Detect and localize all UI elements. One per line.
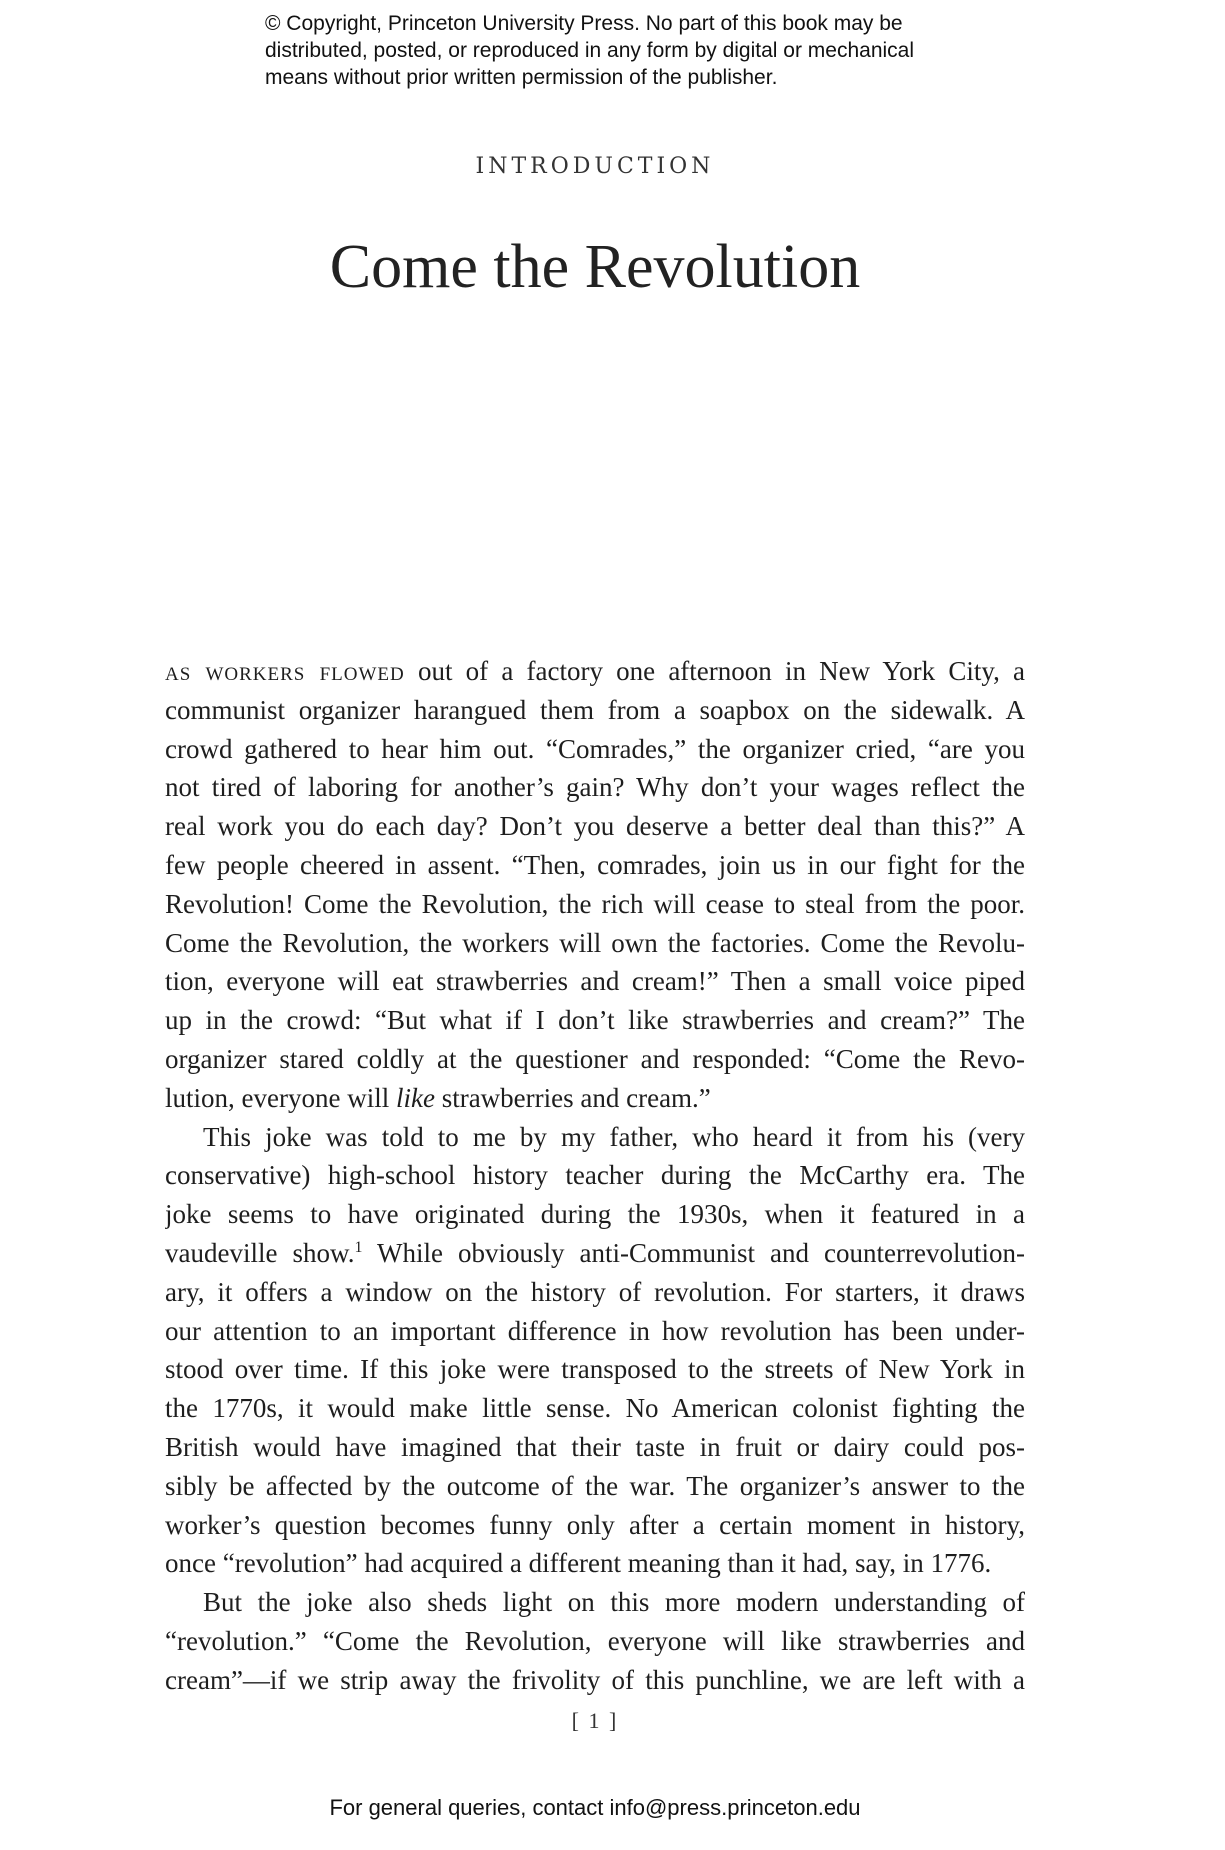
copyright-line: © Copyright, Princeton University Press. No part of this book may be: [265, 12, 903, 35]
text-line: once “revolution” had acquired a different meaning than it had, say, in 1776.: [165, 1548, 992, 1579]
body-text: [165, 652, 1025, 1700]
copyright-line: distributed, posted, or reproduced in any form by digital or mechanical: [265, 39, 915, 62]
text-line: as workers flowed out of a factory one afternoon in New York City, a: [165, 656, 1025, 686]
footnote-reference[interactable]: 1: [354, 1238, 363, 1256]
text-line: up in the crowd: “But what if I don’t like strawberries and cream?” The: [165, 1005, 1025, 1036]
text-line: sibly be affected by the outcome of the war. The organizer’s answer to the: [165, 1470, 1025, 1501]
text-line: worker’s question becomes funny only after a certain moment in history,: [165, 1509, 1025, 1540]
text-line: stood over time. If this joke were transposed to the streets of New York in: [165, 1354, 1025, 1385]
text-line: tion, everyone will eat strawberries and cream!” Then a small voice piped: [165, 966, 1025, 997]
text-line: vaudeville show.$^1$ While obviously anti-Communist and counterrevolution-: [165, 1237, 1025, 1268]
chapter-title: Come the Revolution: [329, 233, 861, 301]
copyright-notice: [265, 10, 985, 91]
text-line: not tired of laboring for another’s gain? Why don’t your wages reflect the: [165, 772, 1025, 803]
text-line: crowd gathered to hear him out. “Comrades,” the organizer cried, “are you: [165, 733, 1025, 764]
emphasis-text: like: [395, 1082, 435, 1113]
text-line: ary, it offers a window on the history of revolution. For starters, it draws: [165, 1276, 1025, 1307]
text-line: few people cheered in assent. “Then, comrades, join us in our fight for the: [165, 849, 1025, 880]
text-line: real work you do each day? Don’t you deserve a better deal than this?” A: [165, 811, 1025, 842]
text-line: communist organizer harangued them from a soapbox on the sidewalk. A: [165, 694, 1025, 725]
chapter-label: INTRODUCTION: [475, 154, 715, 179]
text-line: cream”—if we strip away the frivolity of this punchline, we are left with a: [165, 1664, 1025, 1695]
text-line: Revolution! Come the Revolution, the rich will cease to steal from the poor.: [165, 888, 1025, 919]
text-line: joke seems to have originated during the 1930s, when it featured in a: [165, 1199, 1025, 1230]
text-line: organizer stared coldly at the questioner and responded: “Come the Revo-: [165, 1043, 1025, 1074]
text-line: This joke was told to me by my father, who heard it from his (very: [203, 1121, 1025, 1152]
text-line: the 1770s, it would make little sense. No American colonist fighting the: [165, 1393, 1025, 1424]
contact-footer: For general queries, contact info@press.princeton.edu: [329, 1795, 861, 1820]
text-line: Come the Revolution, the workers will own the factories. Come the Revolu-: [165, 927, 1025, 958]
text-line: “revolution.” “Come the Revolution, everyone will like strawberries and: [165, 1625, 1025, 1656]
text-line: But the joke also sheds light on this more modern understanding of: [203, 1587, 1025, 1618]
copyright-line: means without prior written permission of the publisher.: [265, 66, 778, 89]
lead-in-smallcaps: as workers flowed: [165, 656, 405, 686]
text-line: lution, everyone will like strawberries and cream.”: [165, 1082, 711, 1113]
text-line: British would have imagined that their taste in fruit or dairy could pos-: [165, 1431, 1025, 1462]
text-line: our attention to an important difference in how revolution has been under-: [165, 1315, 1025, 1346]
page-number: [ 1 ]: [571, 1708, 619, 1733]
text-line: conservative) high-school history teacher during the McCarthy era. The: [165, 1160, 1025, 1191]
